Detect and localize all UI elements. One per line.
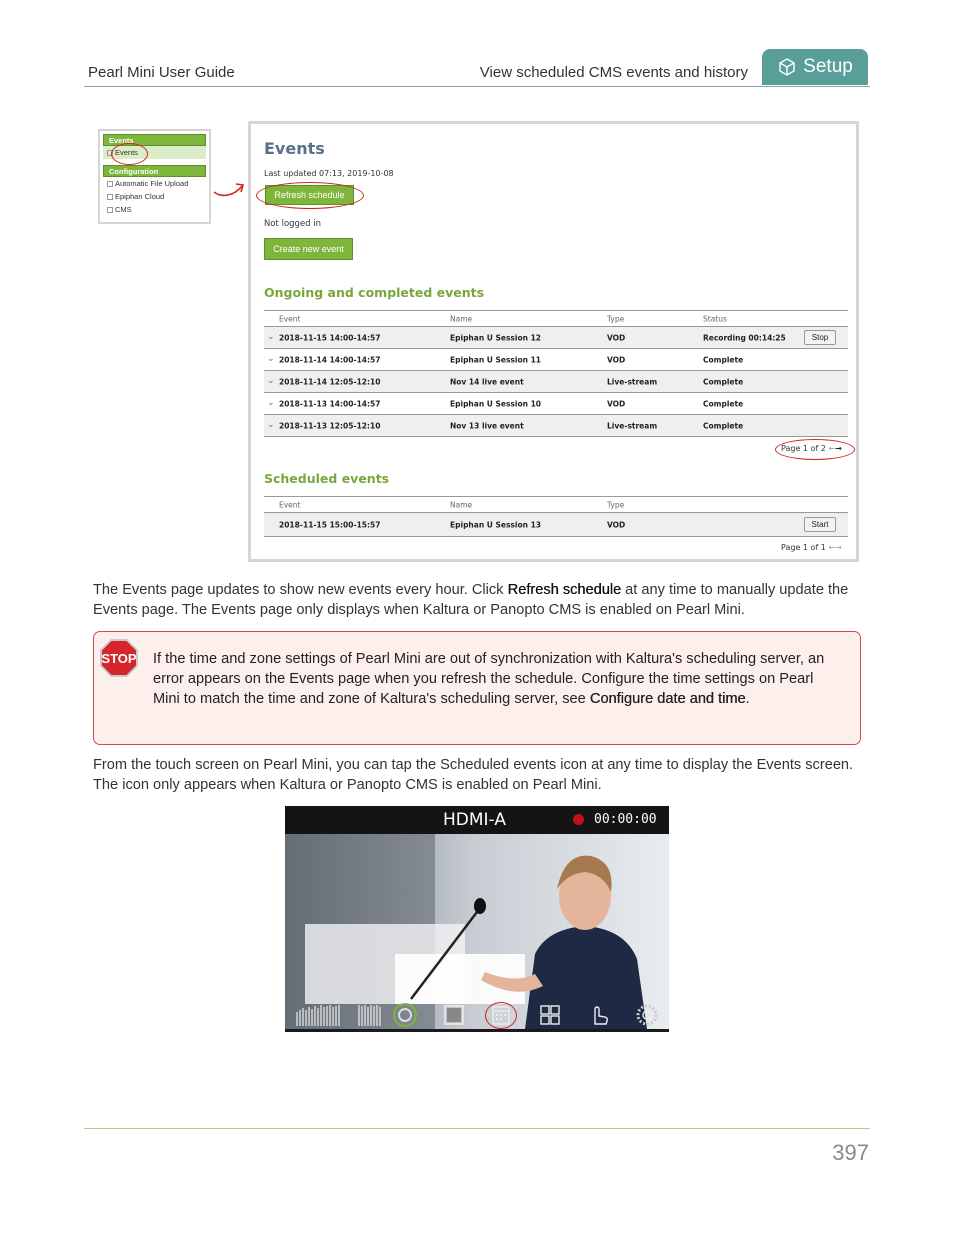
column-header: Event	[279, 500, 301, 509]
nav-group-configuration[interactable]	[103, 165, 206, 177]
column-header: Type	[607, 500, 625, 509]
warning-text	[153, 649, 843, 709]
events-page-title: Events	[264, 139, 325, 158]
ongoing-events-table	[264, 310, 848, 437]
pointer-arrow-icon	[212, 178, 248, 200]
event-name: Epiphan U Session 11	[450, 355, 542, 364]
table-row[interactable]	[264, 393, 848, 415]
event-time: 2018-11-15 14:00-14:57	[279, 333, 381, 342]
event-name: Nov 14 live event	[450, 377, 524, 386]
settings-gear-icon[interactable]	[634, 1002, 660, 1028]
nav-item-label: Events	[115, 148, 138, 157]
column-header: Name	[450, 500, 473, 509]
pager-text: Page 1 of 1	[781, 543, 826, 552]
event-type: Live-stream	[607, 421, 658, 430]
touch-control-icon[interactable]	[586, 1002, 612, 1028]
table-header	[264, 496, 848, 513]
chevron-down-icon[interactable]: ⌄	[267, 419, 275, 430]
nav-item-label: Epiphan Cloud	[115, 192, 165, 201]
box-icon	[777, 57, 797, 77]
ongoing-events-title: Ongoing and completed events	[264, 285, 485, 300]
table-row[interactable]	[264, 415, 848, 437]
table-row[interactable]	[264, 371, 848, 393]
login-status: Not logged in	[264, 219, 322, 229]
start-button[interactable]: Start	[804, 517, 836, 532]
event-time: 2018-11-13 14:00-14:57	[279, 399, 381, 408]
touchscreen-screenshot	[285, 806, 669, 1032]
nav-group-label: Configuration	[109, 167, 159, 176]
table-row[interactable]	[264, 513, 848, 537]
next-page-icon[interactable]: →	[835, 543, 842, 552]
setup-tab-label: Setup	[803, 56, 853, 77]
ui-term: Refresh schedule	[507, 582, 622, 598]
event-type: VOD	[607, 399, 626, 408]
audio-meter-icon	[295, 1002, 385, 1028]
highlight-circle	[775, 439, 855, 460]
table-header	[264, 310, 848, 327]
column-header: Event	[279, 314, 301, 323]
configure-date-time-link[interactable]: Configure date and time	[589, 691, 746, 707]
nav-group-label: Events	[109, 136, 134, 145]
event-type: VOD	[607, 520, 626, 529]
last-updated-text: Last updated 07:13, 2019-10-08	[264, 169, 394, 178]
text-run: .	[745, 691, 750, 707]
section-title: View scheduled CMS events and history	[479, 64, 748, 81]
column-header: Status	[703, 314, 727, 323]
nav-item-cms[interactable]	[103, 203, 206, 216]
create-new-event-button[interactable]: Create new event	[264, 238, 353, 260]
column-header: Name	[450, 314, 473, 323]
table-row[interactable]	[264, 327, 848, 349]
event-name: Nov 13 live event	[450, 421, 524, 430]
event-status: Complete	[703, 421, 744, 430]
event-status: Complete	[703, 399, 744, 408]
highlight-circle	[111, 143, 148, 165]
event-time: 2018-11-15 15:00-15:57	[279, 520, 381, 529]
touch-toolbar	[285, 999, 669, 1029]
guide-title: Pearl Mini User Guide	[88, 64, 235, 81]
recording-timer: 00:00:00	[594, 812, 657, 827]
page-number: 397	[832, 1140, 869, 1165]
input-source-label: HDMI-A	[443, 810, 506, 830]
touchscreen-description: From the touch screen on Pearl Mini, you can tap the Scheduled events icon at any time to display the Events screen. The icon only appears when Kaltura or Panopto CMS is enabled on Pearl Mini.	[93, 757, 854, 793]
header-divider	[84, 86, 870, 87]
scheduled-events-table	[264, 496, 848, 537]
stop-sign-text: STOP	[101, 651, 137, 666]
record-indicator-icon	[573, 814, 584, 825]
text-run: at any time to manually update the Events page. The Events page only displays when Kaltura or Panopto CMS is enabled on Pearl Mini.	[93, 582, 849, 618]
event-type: Live-stream	[607, 377, 658, 386]
stop-button[interactable]: Stop	[804, 330, 836, 345]
refresh-schedule-button[interactable]: Refresh schedule	[265, 185, 354, 205]
event-name: Epiphan U Session 12	[450, 333, 542, 342]
nav-item-label: CMS	[115, 205, 132, 214]
pager-text: Page 1 of 2	[781, 444, 826, 453]
events-description	[93, 580, 868, 620]
text-run: The Events page updates to show new events every hour. Click	[93, 582, 508, 598]
prev-page-icon[interactable]: ←	[828, 444, 836, 453]
event-time: 2018-11-14 14:00-14:57	[279, 355, 381, 364]
footer-divider	[84, 1128, 870, 1129]
text-run: If the time and zone settings of Pearl Mini are out of synchronization with Kaltura's scheduling server, an error appears on the Events page when you refresh the schedule. Configure the time settings on Pearl Mini to match the time and zone of Kaltura's scheduling server, see	[153, 651, 825, 707]
highlight-circle	[485, 1002, 517, 1029]
chevron-down-icon[interactable]: ⌄	[267, 353, 275, 364]
grid-view-icon[interactable]	[537, 1002, 563, 1028]
next-page-icon[interactable]: →	[835, 444, 842, 453]
event-status: Complete	[703, 377, 744, 386]
event-name: Epiphan U Session 13	[450, 520, 542, 529]
nav-item-automatic-file-upload[interactable]	[103, 177, 206, 190]
event-name: Epiphan U Session 10	[450, 399, 542, 408]
highlight-circle	[256, 182, 364, 209]
warning-callout	[93, 631, 861, 745]
record-button-icon[interactable]	[392, 1002, 418, 1028]
nav-menu-screenshot	[98, 129, 211, 224]
status-bar	[285, 806, 669, 834]
event-time: 2018-11-13 12:05-12:10	[279, 421, 381, 430]
events-page-screenshot	[248, 121, 859, 562]
prev-page-icon[interactable]: ←	[828, 543, 836, 552]
chevron-down-icon[interactable]: ⌄	[267, 375, 275, 386]
event-time: 2018-11-14 12:05-12:10	[279, 377, 381, 386]
event-type: VOD	[607, 333, 626, 342]
setup-tab[interactable]	[762, 49, 868, 85]
stop-sign-icon	[99, 638, 139, 678]
event-type: VOD	[607, 355, 626, 364]
layout-icon[interactable]	[441, 1002, 467, 1028]
event-status: Complete	[703, 355, 744, 364]
event-status: Recording 00:14:25	[703, 333, 786, 342]
table-row[interactable]	[264, 349, 848, 371]
column-header: Type	[607, 314, 625, 323]
scheduled-events-title: Scheduled events	[264, 471, 390, 486]
nav-item-epiphan-cloud[interactable]	[103, 190, 206, 203]
scheduled-pager	[781, 543, 842, 552]
chevron-down-icon[interactable]: ⌄	[267, 331, 275, 342]
chevron-down-icon[interactable]: ⌄	[267, 397, 275, 408]
nav-item-label: Automatic File Upload	[115, 179, 189, 188]
